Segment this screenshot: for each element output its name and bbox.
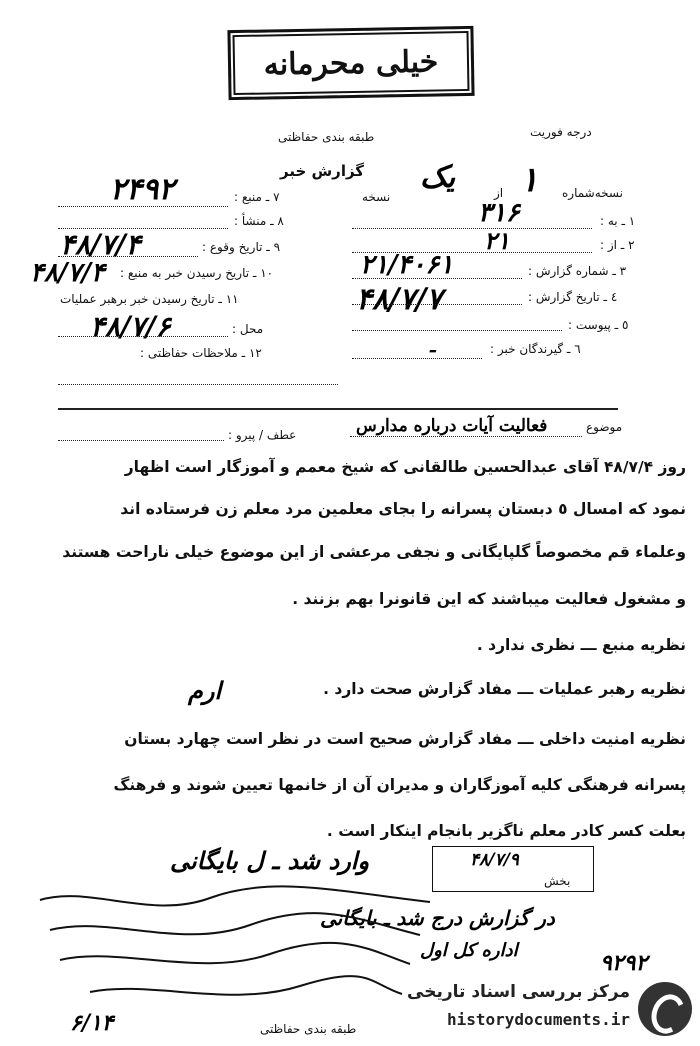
recipients-label: ٦ ـ گیرندگان خبر : xyxy=(490,342,581,356)
footer-classification: طبقه بندی حفاظتی xyxy=(260,1022,357,1036)
body-line-1: روز ۴۸/۷/۴ آقای عبدالحسین طالقانی که شیخ معمم و آموزگار است اظهار xyxy=(124,458,686,476)
urgency-label: درجه فوریت xyxy=(530,125,592,139)
report-date-value: ۴۸/۷/۷ xyxy=(356,282,443,317)
location-value: ۴۸/۷/۶ xyxy=(90,310,171,343)
reference-label: عطف / پیرو : xyxy=(228,428,297,442)
recipients-dots xyxy=(352,358,482,359)
of-label: از xyxy=(494,186,504,200)
top-secret-stamp: خیلی محرمانه xyxy=(227,26,474,100)
source-receipt-date-label: ۱۰ ـ تاریخ رسیدن خبر به منبع : xyxy=(120,266,274,280)
report-date-dots xyxy=(352,304,522,305)
of-value: یک xyxy=(420,160,456,195)
body-line-2: نمود که امسال ٥ دبستان پسرانه را بجای معلمین مرد معلم زن فرستاده اند xyxy=(120,500,686,518)
archive-logo xyxy=(406,978,692,1040)
handwritten-note-3: اداره کل اول xyxy=(420,940,518,961)
reference-dots xyxy=(58,440,224,441)
source-value: ۲۴۹۲ xyxy=(110,172,175,207)
ops-receipt-date-label: ۱۱ ـ تاریخ رسیدن خبر برهبر عملیات xyxy=(60,292,239,306)
archive-logo-icon xyxy=(638,982,692,1036)
classification-label: طبقه بندی حفاظتی xyxy=(278,130,375,144)
stamp-section: بخش xyxy=(544,874,571,888)
occurrence-date-label: ۹ ـ تاریخ وقوع : xyxy=(202,240,281,254)
archive-logo-text: مرکز بررسی اسناد تاریخی xyxy=(407,982,630,1002)
body-line-9: بعلت کسر کادر معلم ناگزیر بانجام اینکار است . xyxy=(326,822,686,840)
ops-initial: ارم xyxy=(188,676,222,705)
report-title: گزارش خبر xyxy=(280,162,365,180)
body-line-6: نظریه رهبر عملیات ـــ مفاد گزارش صحت دارد . xyxy=(323,680,686,698)
handwritten-note-1: وارد شد ـ ل بایگانی xyxy=(170,846,370,875)
from-label: ۲ ـ از : xyxy=(600,238,635,252)
source-receipt-date-value: ۴۸/۷/۴ xyxy=(30,258,105,288)
subject-value: فعالیت آیات درباره مدارس xyxy=(356,416,548,436)
body-line-7: نظریه امنیت داخلی ـــ مفاد گزارش صحیح است در نظر است چهارد بستان xyxy=(124,730,686,748)
report-number-dots xyxy=(352,278,522,279)
occurrence-date-dots xyxy=(58,256,198,257)
attachment-label: ٥ ـ پیوست : xyxy=(568,318,629,332)
body-line-8: پسرانه فرهنگی کلیه آموزگاران و مدیران آن از خانمها تعیین شوند و فرهنگ xyxy=(113,776,686,794)
handwritten-note-4: ۶/۱۴ xyxy=(70,1010,114,1036)
to-dots xyxy=(352,228,592,229)
report-number-value: ۲۱/۴۰۶۱ xyxy=(360,250,454,280)
attachment-dots xyxy=(352,330,562,331)
footer-number: ۹۲۹۲ xyxy=(600,950,648,976)
subject-dots xyxy=(350,436,582,437)
copy-number-value: ۱ xyxy=(520,160,539,200)
report-number-label: ۳ ـ شماره گزارش : xyxy=(528,264,627,278)
copy-number-label: نسخه‌شماره xyxy=(562,186,623,200)
handwritten-note-2: در گزارش درج شد ـ بایگانی xyxy=(320,906,555,930)
stamp-date: ۴۸/۷/۹ xyxy=(470,850,519,870)
recipients-value: ـ xyxy=(430,336,436,357)
to-value: ۳۱۶ xyxy=(478,198,520,228)
security-notes-dots xyxy=(58,384,338,385)
signature-scribbles xyxy=(30,880,450,1020)
source-label: ۷ ـ منبع : xyxy=(234,190,280,204)
report-date-label: ٤ ـ تاریخ گزارش : xyxy=(528,290,618,304)
archive-logo-url: historydocuments.ir xyxy=(446,1010,630,1029)
body-line-3: وعلماء قم مخصوصاً گلپایگانی و نجفی مرعشی از این موضوع خیلی ناراحت هستند xyxy=(62,543,686,561)
body-line-5: نظریه منبع ـــ نظری ندارد . xyxy=(476,636,686,654)
occurrence-date-value: ۴۸/۷/۴ xyxy=(60,228,141,261)
body-line-4: و مشغول فعالیت میباشند که این قانونرا بهم بزنند . xyxy=(292,590,686,608)
to-label: ۱ ـ به : xyxy=(600,214,636,228)
subject-label: موضوع xyxy=(586,420,623,434)
location-label: محل : xyxy=(232,322,264,336)
copies-label: نسخه xyxy=(362,190,391,204)
separator-line xyxy=(58,408,618,410)
origin-label: ۸ ـ منشأ : xyxy=(234,214,284,228)
location-dots xyxy=(58,336,228,337)
source-dots xyxy=(58,206,228,207)
security-notes-label: ۱۲ ـ ملاحظات حفاظتی : xyxy=(140,346,262,360)
from-value: ۲۱ xyxy=(484,226,510,255)
